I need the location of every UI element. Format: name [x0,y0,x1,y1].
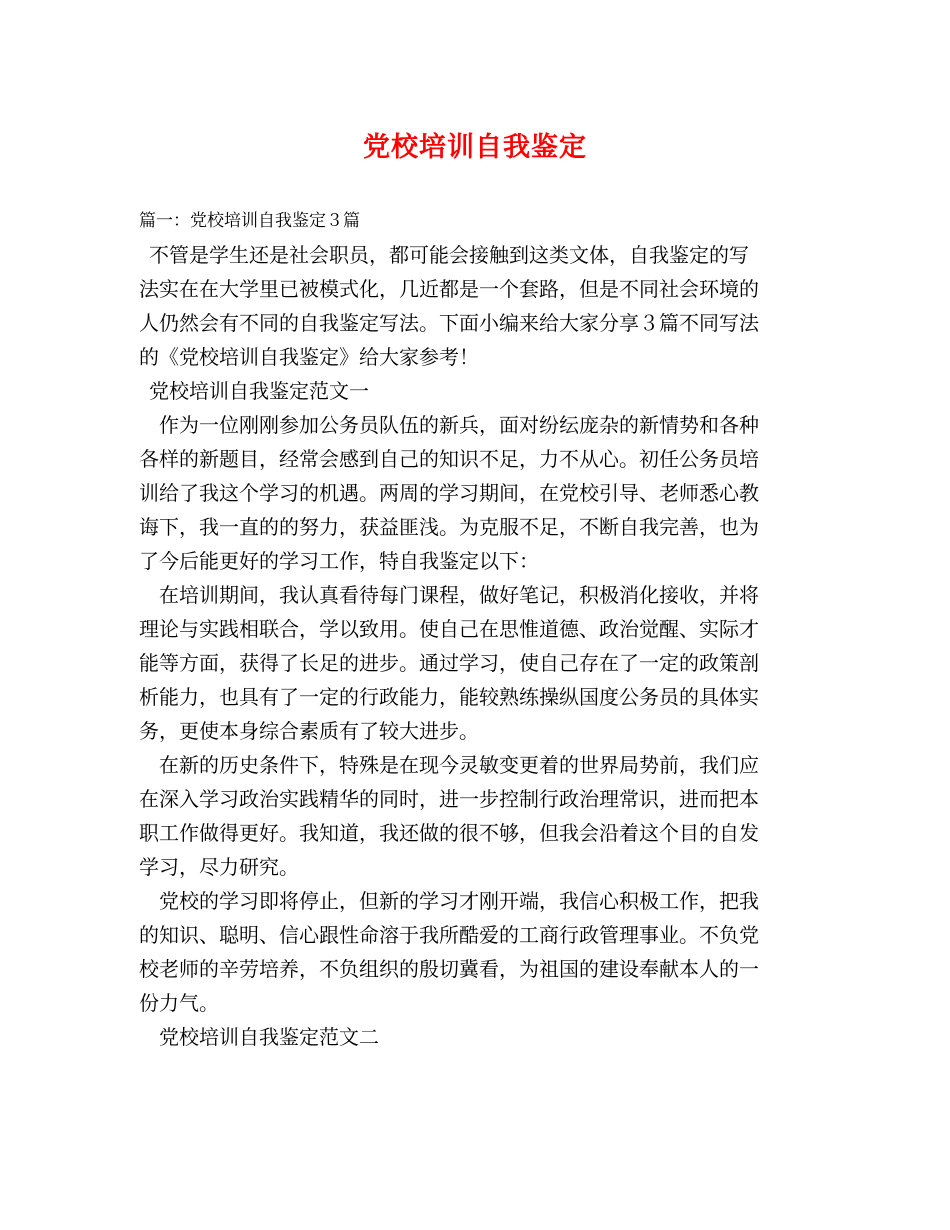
paragraph-line: 理论与实践相联合，学以致用。使自己在思惟道德、政治觉醒、实际才 [139,617,759,641]
paragraph-line: 党校的学习即将停止，但新的学习才刚开端，我信心积极工作，把我 [159,889,759,913]
paragraph-line: 各样的新题目，经常会感到自己的知识不足，力不从心。初任公务员培 [139,447,759,471]
paragraph-line: 诲下，我一直的的努力，获益匪浅。为克服不足，不断自我完善，也为 [139,515,759,539]
intro-line: 法实在在大学里已被模式化，几近都是一个套路，但是不同社会环境的 [139,277,759,301]
paragraph-line: 在新的历史条件下，特殊是在现今灵敏变更着的世界局势前，我们应 [159,753,759,777]
paragraph-line: 职工作做得更好。我知道，我还做的很不够，但我会沿着这个目的自发 [139,821,759,845]
intro-paragraph [139,238,815,374]
intro-line: 人仍然会有不同的自我鉴定写法。下面小编来给大家分享３篇不同写法 [139,311,759,335]
paragraph-line: 学习，尽力研究。 [139,855,299,879]
paragraph-line: 在深入学习政治实践精华的同时，进一步控制行政治理常识，进而把本 [139,787,759,811]
document-body [139,204,815,1054]
paragraph-line: 析能力，也具有了一定的行政能力，能较熟练操纵国度公务员的具体实 [139,685,759,709]
body-paragraph-4 [139,884,815,1020]
intro-line: 的《党校培训自我鉴定》给大家参考！ [139,345,479,369]
body-paragraph-2 [139,578,815,748]
body-paragraph-1 [139,408,815,578]
sample1-heading: 党校培训自我鉴定范文一 [149,379,369,403]
paragraph-line: 能等方面，获得了长足的进步。通过学习，使自己存在了一定的政策剖 [139,651,759,675]
document-title: 党校培训自我鉴定 [363,132,587,163]
sample2-heading: 党校培训自我鉴定范文二 [159,1025,379,1049]
paragraph-line: 份力气。 [139,991,219,1015]
paragraph-line: 校老师的辛劳培养，不负组织的殷切冀看，为祖国的建设奉献本人的一 [139,957,759,981]
paragraph-line: 的知识、聪明、信心跟性命溶于我所酷爱的工商行政管理事业。不负党 [139,923,759,947]
paragraph-line: 作为一位刚刚参加公务员队伍的新兵，面对纷纭庞杂的新情势和各种 [159,413,759,437]
intro-line: 不管是学生还是社会职员，都可能会接触到这类文体，自我鉴定的写 [149,243,749,267]
section-heading: 篇一：党校培训自我鉴定３篇 [139,211,360,231]
paragraph-line: 了今后能更好的学习工作，特自我鉴定以下： [139,549,539,573]
paragraph-line: 在培训期间，我认真看待每门课程，做好笔记，积极消化接收，并将 [159,583,759,607]
body-paragraph-3 [139,748,815,884]
paragraph-line: 务，更使本身综合素质有了较大进步。 [139,719,479,743]
paragraph-line: 训给了我这个学习的机遇。两周的学习期间，在党校引导、老师悉心教 [139,481,759,505]
